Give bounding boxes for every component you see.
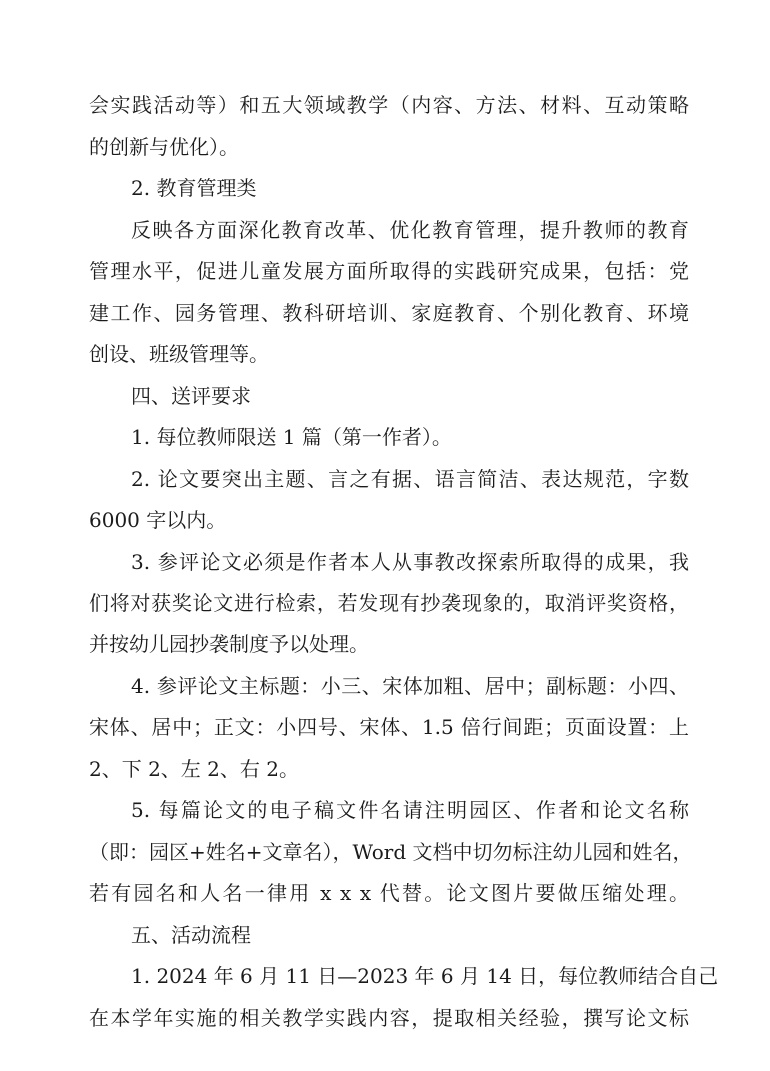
body-line: 并按幼儿园抄袭制度予以处理。	[89, 632, 369, 656]
section-heading: 2. 教育管理类	[131, 176, 257, 200]
list-item: 1. 2024 年 6 月 11 日—2023 年 6 月 14 日，每位教师结合自己	[131, 964, 719, 988]
body-line: 管理水平，促进儿童发展方面所取得的实践研究成果，包括：党	[89, 259, 689, 283]
list-item: 3. 参评论文必须是作者本人从事教改探索所取得的成果，我	[131, 550, 689, 574]
list-item: 5. 每篇论文的电子稿文件名请注明园区、作者和论文名称	[131, 798, 689, 822]
list-item: 2. 论文要突出主题、言之有据、语言简洁、表达规范，字数	[131, 467, 689, 491]
body-line: （即：园区+姓名+文章名），Word 文档中切勿标注幼儿园和姓名，	[89, 840, 693, 864]
section-heading: 五、活动流程	[131, 923, 251, 947]
body-line: 的创新与优化）。	[89, 135, 239, 159]
body-line: 在本学年实施的相关教学实践内容，提取相关经验，撰写论文标	[89, 1006, 689, 1030]
body-line: 6000 字以内。	[89, 508, 227, 532]
body-line: 建工作、园务管理、教科研培训、家庭教育、个别化教育、环境	[89, 301, 689, 325]
list-item: 1. 每位教师限送 1 篇（第一作者）。	[131, 425, 452, 449]
body-line: 2、下 2、左 2、右 2。	[89, 757, 299, 781]
body-line: 们将对获奖论文进行检索，若发现有抄袭现象的，取消评奖资格，	[89, 591, 689, 615]
section-heading: 四、送评要求	[131, 384, 251, 408]
body-line: 若有园名和人名一律用 x x x 代替。论文图片要做压缩处理。	[89, 881, 689, 905]
body-line: 反映各方面深化教育改革、优化教育管理，提升教师的教育	[131, 218, 689, 242]
list-item: 4. 参评论文主标题：小三、宋体加粗、居中；副标题：小四、	[131, 674, 689, 698]
body-line: 创设、班级管理等。	[89, 342, 269, 366]
body-line: 宋体、居中；正文：小四号、宋体、1.5 倍行间距；页面设置：上	[89, 715, 689, 739]
body-line: 会实践活动等）和五大领域教学（内容、方法、材料、互动策略	[89, 93, 689, 117]
